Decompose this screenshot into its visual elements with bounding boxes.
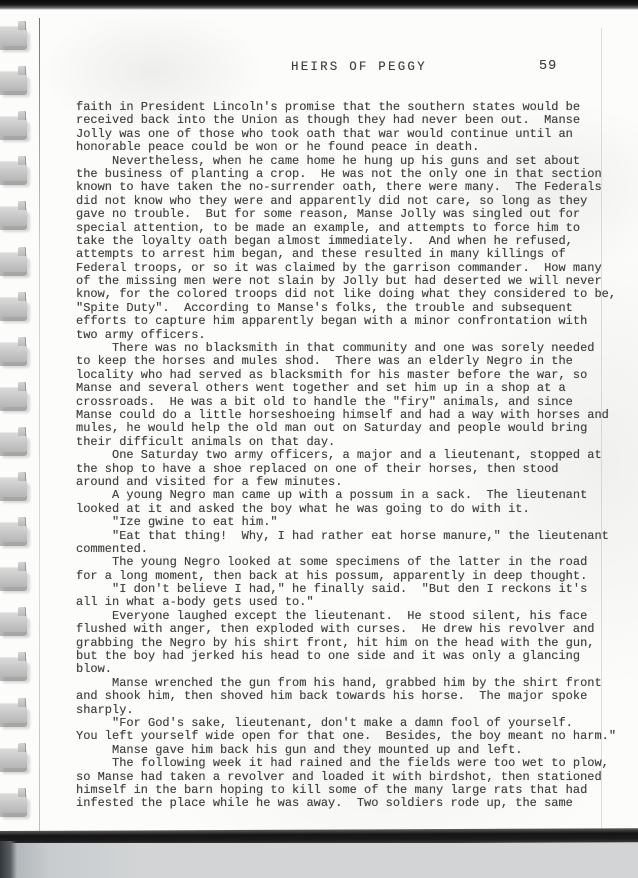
text-line: of the missing men were not slain by Jolly but had deserted we will never <box>76 274 602 289</box>
binding-tooth <box>0 387 27 407</box>
text-line: grabbing the Negro by his shirt front, hit him on the head with the gun, <box>76 635 595 650</box>
text-line: commented. <box>76 541 149 556</box>
binding-tooth <box>0 793 27 813</box>
text-line: "I don't believe I had," he finally said. "But den I reckons it's <box>76 582 588 597</box>
text-line: The following week it had rained and the fields were too wet to plow, <box>76 756 609 771</box>
text-line: A young Negro man came up with a possum in a sack. The lieutenant <box>76 488 588 503</box>
text-line: the shop to have a shoe replaced on one of their horses, then stood <box>76 461 559 476</box>
text-line: Manse and several others went together and set him up in a shop at a <box>76 381 566 396</box>
text-line: did not know who they were and apparently did not care, so long as they <box>76 193 588 208</box>
page-fold-line <box>39 18 40 838</box>
text-line: attempts to arrest him began, and these resulted in many killings of <box>76 247 566 262</box>
page-body-text <box>76 101 628 811</box>
page-paper <box>0 6 638 833</box>
text-line: Manse could do a little horseshoeing himself and had a way with horses and <box>76 407 609 422</box>
scan-corner-shadow <box>0 841 17 878</box>
text-line: for a long moment, then back at his possum, apparently in deep thought. <box>76 568 588 583</box>
text-line: special attention, to be made an example, and attempts to force him to <box>76 220 581 235</box>
binding-tooth <box>0 703 27 723</box>
binding-tooth <box>0 612 27 632</box>
text-line: Manse wrenched the gun from his hand, grabbed him by the shirt front <box>76 675 602 690</box>
text-line: "For God's sake, lieutenant, don't make a damn fool of yourself. <box>76 715 573 730</box>
text-line: infested the place while he was away. Two soldiers rode up, the same <box>76 796 573 811</box>
text-line: efforts to capture him apparently began with a minor confrontation with <box>76 314 588 329</box>
text-line: One Saturday two army officers, a major and a lieutenant, stopped at <box>76 448 602 463</box>
text-line: and shook him, then shoved him back towards his horse. The major spoke <box>76 689 588 704</box>
text-line: know, for the colored troops did not like doing what they considered to be, <box>76 287 617 302</box>
text-line: "Spite Duty". According to Manse's folks, the trouble and subsequent <box>76 300 573 315</box>
text-line: mules, he would help the old man out on Saturday and people would bring <box>76 421 588 436</box>
scanner-background <box>0 843 638 878</box>
binding-tooth <box>0 252 27 272</box>
text-line: gave no trouble. But for some reason, Manse Jolly was singled out for <box>76 207 581 222</box>
running-header-title: HEIRS OF PEGGY <box>291 60 427 74</box>
text-line: Federal troops, or so it was claimed by the garrison commander. How many <box>76 260 602 275</box>
text-line: two army officers. <box>76 327 206 342</box>
text-line: received back into the Union as though they had never been out. Manse <box>76 113 581 128</box>
text-line: crossroads. He was a bit old to handle the "firy" animals, and since <box>76 394 573 409</box>
binding-tooth <box>0 206 27 226</box>
text-line: honorable peace could be won or he found peace in death. <box>76 140 480 155</box>
text-line: around and visited for a few minutes. <box>76 474 343 489</box>
text-line: looked at it and asked the boy what he was going to do with it. <box>76 501 530 516</box>
text-line: "Ize gwine to eat him." <box>76 515 278 530</box>
text-line: Nevertheless, when he came home he hung up his guns and set about <box>76 153 581 168</box>
binding-tooth <box>0 748 27 768</box>
page-number: 59 <box>539 59 558 74</box>
text-line: Jolly was one of those who took oath that war would continue until an <box>76 126 573 141</box>
text-line: all in what a-body gets used to." <box>76 595 314 610</box>
binding-tooth <box>0 477 27 497</box>
text-line: The young Negro looked at some specimens of the latter in the road <box>76 555 588 570</box>
text-line: flushed with anger, then exploded with curses. He drew his revolver and <box>76 622 595 637</box>
text-line: to keep the horses and mules shod. There was an elderly Negro in the <box>76 354 573 369</box>
binding-tooth <box>0 297 27 317</box>
text-line: the business of planting a crop. He was not the only one in that section <box>76 166 602 181</box>
text-line: sharply. <box>76 702 134 717</box>
binding-tooth <box>0 567 27 587</box>
binding-tooth <box>0 522 27 542</box>
text-line: but the boy had jerked his head to one side and it was only a glancing <box>76 649 581 664</box>
text-line: locality who had served as blacksmith for his master before the war, so <box>76 367 588 382</box>
text-line: You left yourself wide open for that one. Besides, the boy meant no harm." <box>76 729 617 744</box>
text-line: Manse gave him back his gun and they mounted up and left. <box>76 742 523 757</box>
binding-tooth <box>0 161 27 181</box>
binding-tooth <box>0 26 27 46</box>
binding-tooth <box>0 116 27 136</box>
binding-tooth <box>0 657 27 677</box>
text-line: faith in President Lincoln's promise that the southern states would be <box>76 100 581 114</box>
text-line: known to have taken the no-surrender oath, there were many. The Federals <box>76 180 602 195</box>
binding-tooth <box>0 71 27 91</box>
text-line: their difficult animals on that day. <box>76 434 336 449</box>
text-line: blow. <box>76 662 113 677</box>
text-line: There was no blacksmith in that community and one was sorely needed <box>76 341 595 356</box>
text-line: so Manse had taken a revolver and loaded it with birdshot, then stationed <box>76 769 602 784</box>
text-line: "Eat that thing! Why, I had rather eat horse manure," the lieutenant <box>76 528 609 543</box>
text-line: himself in the barn hoping to kill some of the many large rats that had <box>76 782 588 797</box>
scan-top-edge <box>0 0 638 10</box>
text-line: Everyone laughed except the lieutenant. He stood silent, his face <box>76 608 588 623</box>
binding-tooth <box>0 342 27 362</box>
binding-tooth <box>0 432 27 452</box>
text-line: take the loyalty oath began almost immediately. And when he refused, <box>76 233 573 248</box>
